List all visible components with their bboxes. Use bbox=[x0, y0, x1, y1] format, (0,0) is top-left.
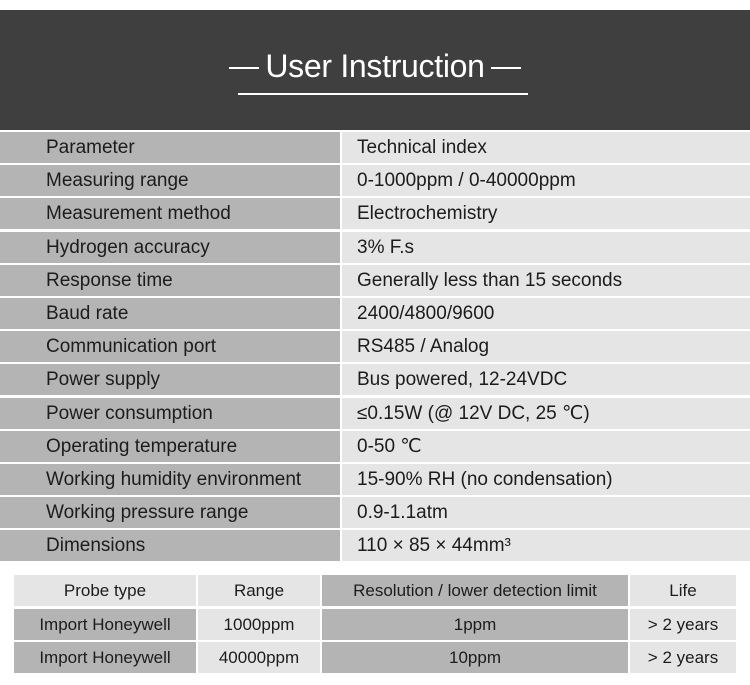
spec-value: 3% F.s bbox=[342, 232, 750, 263]
spec-value: 2400/4800/9600 bbox=[342, 298, 750, 329]
spec-value: 0-50 ℃ bbox=[342, 431, 750, 462]
spec-parameter: Parameter bbox=[0, 132, 340, 163]
spec-parameter: Working pressure range bbox=[0, 497, 340, 528]
spec-row bbox=[0, 398, 750, 431]
spec-value: Bus powered, 12-24VDC bbox=[342, 364, 750, 395]
spec-value: ≤0.15W (@ 12V DC, 25 ℃) bbox=[342, 398, 750, 429]
spec-row bbox=[0, 198, 750, 231]
probe-cell: Import Honeywell bbox=[14, 642, 196, 673]
spec-value: 15-90% RH (no condensation) bbox=[342, 464, 750, 495]
spec-table bbox=[0, 132, 750, 563]
spec-row bbox=[0, 464, 750, 497]
spec-value: 0-1000ppm / 0-40000ppm bbox=[342, 165, 750, 196]
probe-cell: > 2 years bbox=[630, 609, 736, 640]
probe-header-cell: Resolution / lower detection limit bbox=[322, 575, 628, 606]
spec-parameter: Dimensions bbox=[0, 530, 340, 561]
page-title: User Instruction bbox=[265, 47, 485, 84]
spec-parameter: Response time bbox=[0, 265, 340, 296]
spec-value: 110 × 85 × 44mm³ bbox=[342, 530, 750, 561]
spec-value: RS485 / Analog bbox=[342, 331, 750, 362]
title-dash-right bbox=[491, 67, 521, 69]
spec-row bbox=[0, 298, 750, 331]
spec-value: Electrochemistry bbox=[342, 198, 750, 229]
probe-header-cell: Probe type bbox=[14, 575, 196, 606]
spec-row bbox=[0, 431, 750, 464]
probe-cell: 10ppm bbox=[322, 642, 628, 673]
spec-row bbox=[0, 530, 750, 563]
spec-value: Technical index bbox=[342, 132, 750, 163]
spec-parameter: Working humidity environment bbox=[0, 464, 340, 495]
probe-cell: Import Honeywell bbox=[14, 609, 196, 640]
title-row bbox=[0, 44, 750, 88]
probe-cell: 40000ppm bbox=[198, 642, 320, 673]
spec-row bbox=[0, 232, 750, 265]
spec-header-row bbox=[0, 132, 750, 165]
spec-parameter: Power consumption bbox=[0, 398, 340, 429]
title-underline bbox=[238, 93, 528, 95]
spec-parameter: Power supply bbox=[0, 364, 340, 395]
probe-header-row bbox=[14, 575, 736, 609]
spec-value: Generally less than 15 seconds bbox=[342, 265, 750, 296]
spec-row bbox=[0, 497, 750, 530]
spec-row bbox=[0, 364, 750, 397]
spec-parameter: Measuring range bbox=[0, 165, 340, 196]
spec-parameter: Operating temperature bbox=[0, 431, 340, 462]
spec-parameter: Communication port bbox=[0, 331, 340, 362]
probe-row bbox=[14, 642, 736, 676]
probe-table bbox=[14, 575, 736, 676]
probe-cell: 1ppm bbox=[322, 609, 628, 640]
spec-parameter: Measurement method bbox=[0, 198, 340, 229]
title-dash-left bbox=[229, 67, 259, 69]
probe-cell: 1000ppm bbox=[198, 609, 320, 640]
probe-cell: > 2 years bbox=[630, 642, 736, 673]
spec-row bbox=[0, 165, 750, 198]
spec-parameter: Hydrogen accuracy bbox=[0, 232, 340, 263]
spec-parameter: Baud rate bbox=[0, 298, 340, 329]
probe-header-cell: Life bbox=[630, 575, 736, 606]
spec-row bbox=[0, 265, 750, 298]
probe-row bbox=[14, 609, 736, 643]
probe-header-cell: Range bbox=[198, 575, 320, 606]
spec-row bbox=[0, 331, 750, 364]
spec-value: 0.9-1.1atm bbox=[342, 497, 750, 528]
